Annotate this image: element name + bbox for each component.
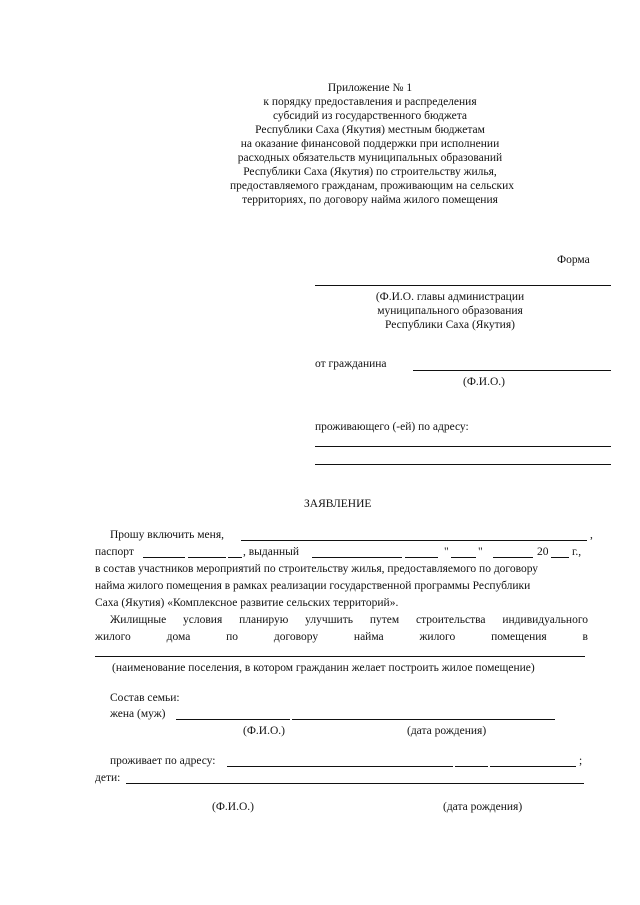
header-line: расходных обязательств муниципальных образований [237, 152, 503, 164]
form-label: Форма [557, 254, 590, 266]
address-label: проживающего (-ей) по адресу: [315, 421, 469, 433]
children-fio-caption: (Ф.И.О.) [212, 801, 254, 813]
caption-line: (Ф.И.О. главы администрации [375, 291, 525, 303]
spouse-dob-line[interactable] [292, 719, 555, 720]
word: в [582, 631, 588, 643]
children-line[interactable] [126, 783, 584, 784]
passport-series-line[interactable] [143, 557, 185, 558]
settlement-line[interactable] [95, 656, 585, 657]
word: найма [353, 631, 384, 643]
header-line: Республики Саха (Якутия) местным бюджетам [255, 124, 485, 136]
issue-day-line[interactable] [451, 557, 476, 558]
applicant-name-line[interactable] [241, 540, 587, 541]
issue-year-line[interactable] [551, 557, 569, 558]
spouse-name-line[interactable] [176, 719, 290, 720]
word: помещения [491, 631, 547, 643]
spouse-address-end-line[interactable] [490, 766, 576, 767]
issued-label: , выданный [243, 546, 300, 558]
caption-line: Республики Саха (Якутия) [385, 319, 515, 331]
issued-by-line[interactable] [312, 557, 402, 558]
comma: , [590, 529, 593, 541]
paragraph-line-justified [95, 630, 588, 644]
word: по [226, 631, 239, 643]
year-suffix: г., [572, 546, 582, 558]
children-dob-caption: (дата рождения) [443, 801, 523, 813]
address-line-1[interactable] [315, 446, 611, 447]
address-line-2[interactable] [315, 464, 611, 465]
from-citizen-label: от гражданина [315, 358, 387, 370]
appendix-header [230, 81, 515, 207]
addressee-caption [330, 290, 570, 332]
citizen-name-line[interactable] [413, 370, 611, 371]
word: жилого [419, 631, 456, 643]
quote-open: " [444, 546, 449, 558]
caption-line: муниципального образования [377, 305, 523, 317]
lives-label: проживает по адресу: [110, 755, 216, 767]
passport-number-line[interactable] [188, 557, 226, 558]
semicolon: ; [579, 755, 583, 767]
word: дома [166, 631, 191, 643]
issue-month-line[interactable] [493, 557, 533, 558]
spouse-address-mid-line[interactable] [455, 766, 488, 767]
children-label: дети: [95, 772, 121, 784]
year-prefix: 20 [537, 546, 549, 558]
fio-caption: (Ф.И.О.) [463, 376, 505, 388]
request-prefix: Прошу включить меня, [110, 529, 224, 541]
addressee-line [315, 285, 611, 286]
header-line: субсидий из государственного бюджета [272, 110, 467, 122]
passport-extra-line[interactable] [228, 557, 242, 558]
paragraph-line: в состав участников мероприятий по строительству жилья, предоставляемого по договору [95, 563, 539, 575]
paragraph-line: Жилищные условия планирую улучшить путем строительства индивидуального [110, 614, 588, 626]
spouse-address-line[interactable] [227, 766, 453, 767]
passport-label: паспорт [95, 546, 134, 558]
issued-by-extra-line[interactable] [405, 557, 438, 558]
quote-close: " [478, 546, 483, 558]
paragraph-line: Саха (Якутия) «Комплексное развитие сельских территорий». [95, 597, 399, 609]
spouse-dob-caption: (дата рождения) [407, 725, 487, 737]
header-line: Приложение № 1 [327, 82, 413, 94]
header-line: предоставляемого гражданам, проживающим на сельских [230, 180, 515, 192]
settlement-caption: (наименование поселения, в котором гражданин желает построить жилое помещение) [112, 662, 535, 674]
word: жилого [95, 631, 131, 643]
paragraph-line: найма жилого помещения в рамках реализации государственной программы Республики [95, 580, 531, 592]
document-title: ЗАЯВЛЕНИЕ [304, 498, 372, 510]
header-line: на оказание финансовой поддержки при исполнении [240, 138, 500, 150]
header-line: территориях, по договору найма жилого помещения [242, 194, 498, 206]
word: договору [273, 631, 319, 643]
spouse-fio-caption: (Ф.И.О.) [243, 725, 285, 737]
header-line: к порядку предоставления и распределения [263, 96, 477, 108]
spouse-label: жена (муж) [110, 708, 166, 720]
header-line: Республики Саха (Якутия) по строительству жилья, [243, 166, 497, 178]
family-label: Состав семьи: [110, 692, 180, 704]
